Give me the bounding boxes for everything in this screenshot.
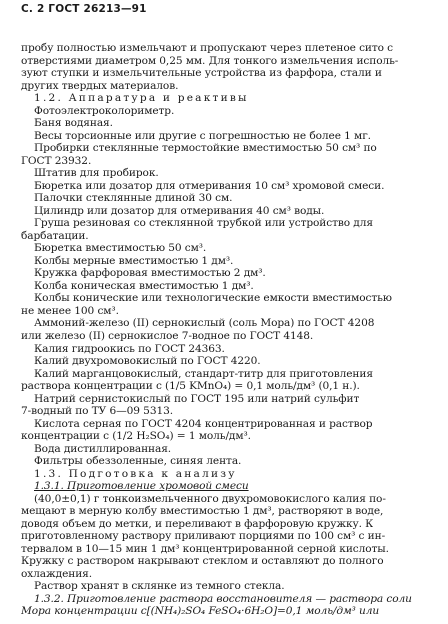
text-line: Кислота серная по ГОСТ 4204 концентрированная и раствор bbox=[34, 417, 373, 430]
text-line: Калия гидроокись по ГОСТ 24363. bbox=[34, 342, 225, 355]
text-line: пробу полностью измельчают и пропускают через плетеное сито с bbox=[21, 42, 394, 54]
text-line: мещают в мерную колбу вместимостью 1 дм³, растворяют в воде, bbox=[21, 505, 384, 518]
text-line: Колба коническая вместимостью 1 дм³. bbox=[34, 279, 254, 292]
text-line: Весы торсионные или другие с погрешностью не более 1 мг. bbox=[34, 129, 371, 142]
text-line: Кружку с раствором накрывают стеклом и оставляют до полного bbox=[21, 555, 384, 568]
text-line: 7-водный по ТУ 6—09 5313. bbox=[21, 405, 174, 418]
text-line: не менее 100 см³. bbox=[21, 304, 119, 317]
text-line: Бюретка вместимостью 50 см³. bbox=[34, 242, 207, 255]
text-line: или железо (II) сернокислое 7-водное по ГОСТ 4148. bbox=[21, 330, 314, 342]
text-line: других твердых материалов. bbox=[21, 79, 179, 92]
text-line: Мора концентрации c[(NH₄)₂SO₄ FeSO₄·6H₂O]=0,1 моль/дм³ или bbox=[21, 605, 380, 618]
text-line: зуют ступки и измельчительные устройства из фарфора, стали и bbox=[21, 67, 382, 80]
text-line: Раствор хранят в склянке из темного стекла. bbox=[34, 580, 285, 593]
text-line: Фотоэлектроколориметр. bbox=[34, 104, 175, 117]
text-line: Колбы мерные вместимостью 1 дм³. bbox=[34, 254, 234, 267]
subsection-heading: 1.3.1. Приготовление хромовой смеси bbox=[34, 480, 249, 493]
text-line: барбатации. bbox=[21, 229, 89, 242]
text-line: тервалом в 10—15 мин 1 дм³ концентрированной серной кислоты. bbox=[21, 542, 389, 555]
text-line: Калий марганцовокислый, стандарт-титр для приготовления bbox=[34, 367, 373, 380]
text-line: Пробирки стеклянные термостойкие вместимостью 50 см³ по bbox=[34, 142, 377, 155]
text-line: приготовленному раствору приливают порциями по 100 см³ с ин- bbox=[21, 530, 386, 543]
text-line: Штатив для пробирок. bbox=[34, 167, 159, 180]
text-line: Аммоний-железо (II) сернокислый (соль Мора) по ГОСТ 4208 bbox=[34, 317, 375, 330]
text-line: Кружка фарфоровая вместимостью 2 дм³. bbox=[34, 267, 266, 280]
subsection-heading: 1.3.2. Приготовление раствора восстановителя — раствора соли bbox=[34, 592, 412, 605]
text-line: Палочки стеклянные длиной 30 см. bbox=[34, 192, 233, 205]
text-line: охлаждения. bbox=[21, 567, 93, 580]
text-line: концентрации c (1/2 H₂SO₄) = 1 моль/дм³. bbox=[21, 430, 251, 443]
page-header: С. 2 ГОСТ 26213—91 bbox=[21, 3, 147, 15]
text-line: Баня водяная. bbox=[34, 117, 113, 130]
text-line: ГОСТ 23932. bbox=[21, 154, 92, 167]
text-line: Бюретка или дозатор для отмеривания 10 см³ хромовой смеси. bbox=[34, 179, 385, 192]
text-line: Цилиндр или дозатор для отмеривания 40 см³ воды. bbox=[34, 204, 325, 217]
text-line: Фильтры обеззоленные, синяя лента. bbox=[34, 455, 242, 468]
text-line: Колбы конические или технологические емкости вместимостью bbox=[34, 292, 392, 305]
text-line: Вода дистиллированная. bbox=[34, 442, 172, 455]
section-heading: 1.3. Подготовка к анализу bbox=[34, 467, 237, 480]
text-line: Натрий сернистокислый по ГОСТ 195 или натрий сульфит bbox=[34, 392, 360, 405]
text-line: (40,0±0,1) г тонкоизмельченного двухромовокислого калия по- bbox=[34, 492, 386, 505]
text-line: доводя объем до метки, и переливают в фарфоровую кружку. К bbox=[21, 517, 374, 530]
text-line: раствора концентрации c (1/5 KMnO₄) = 0,1 моль/дм³ (0,1 н.). bbox=[21, 380, 360, 393]
section-heading: 1.2. Аппаратура и реактивы bbox=[34, 92, 249, 105]
text-line: отверстиями диаметром 0,25 мм. Для тонкого измельчения исполь- bbox=[21, 54, 399, 67]
text-line: Калий двухромовокислый по ГОСТ 4220. bbox=[34, 355, 261, 368]
text-line: Груша резиновая со стеклянной трубкой или устройство для bbox=[34, 217, 373, 230]
